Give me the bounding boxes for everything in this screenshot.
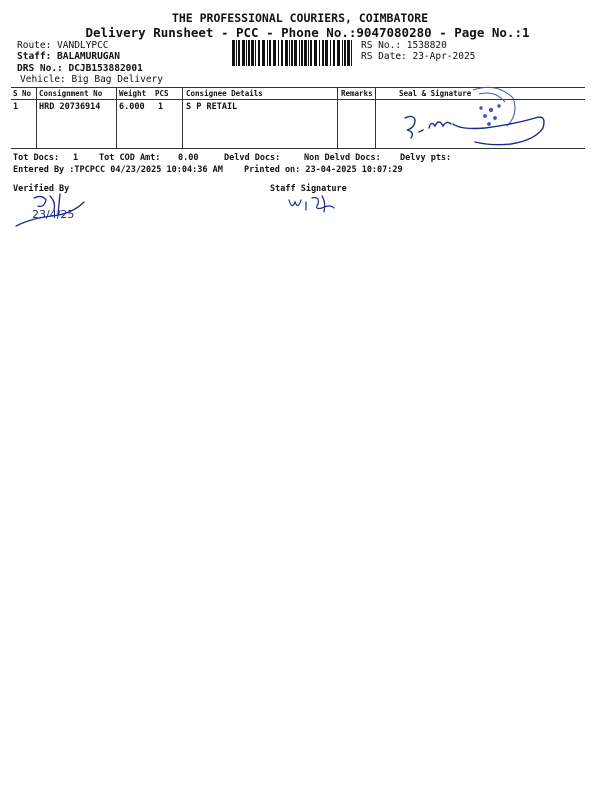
barcode-bar [333,40,335,66]
tot-docs-label: Tot Docs: [13,153,60,163]
barcode-bar [351,40,352,66]
barcode-bar [291,40,293,66]
col-divider [116,87,117,148]
col-divider [182,87,183,148]
verified-by-label: Verified By [13,184,70,194]
barcode-bar [304,40,307,66]
runsheet-subtitle: Delivery Runsheet - PCC - Phone No.:9047080280 - Page No.:1 [85,25,530,40]
delvy-pts-label: Delvy pts: [400,153,452,163]
staff-handwritten-signature [286,192,346,214]
rs-number: RS No.: 1538820 [361,40,447,51]
barcode-bar [342,40,343,66]
col-header-weight: Weight [119,89,147,98]
cell-pcs: 1 [158,102,164,112]
tot-docs-value: 1 [73,153,79,163]
barcode-bar [238,40,240,66]
col-header-sno: S No [13,89,32,98]
barcode-bar [301,40,303,66]
tot-cod-value: 0.00 [178,153,199,163]
barcode-bar [344,40,346,66]
barcode-bar [278,40,279,66]
barcode-bar [325,40,328,66]
barcode-bar [255,40,256,66]
col-header-seal-signature: Seal & Signature [399,89,472,98]
barcode-bar [248,40,250,66]
barcode-bar [289,40,290,66]
barcode-bar [294,40,297,66]
barcode-image [230,40,355,68]
barcode-bar [322,40,324,66]
barcode-bar [330,40,331,66]
barcode-bar [273,40,276,66]
cell-sno: 1 [13,102,19,112]
barcode-bar [310,40,312,66]
col-header-consignee: Consignee Details [186,89,263,98]
rs-date: RS Date: 23-Apr-2025 [361,51,476,62]
col-divider [36,87,37,148]
non-delvd-docs-label: Non Delvd Docs: [304,153,381,163]
barcode-bar [319,40,320,66]
staff-signature-label: Staff Signature [270,184,347,194]
barcode-bar [299,40,300,66]
printed-on: Printed on: 23-04-2025 10:07:29 [244,165,403,175]
col-header-remarks: Remarks [341,89,373,98]
barcode-bar [262,40,265,66]
handwritten-date: 23/4/25 [32,208,75,221]
staff-label: Staff: BALAMURUGAN [17,51,120,62]
barcode-bar [246,40,247,66]
barcode-bar [242,40,245,66]
route-label: Route: VANDLYPCC [17,40,109,51]
cell-weight: 6.000 [119,102,145,112]
barcode-bar [267,40,268,66]
cell-consignee: S P RETAIL [186,102,238,112]
barcode-bar [285,40,288,66]
barcode-bar [308,40,309,66]
drs-number: DRS No.: DCJB153882001 [17,63,143,74]
tot-cod-label: Tot COD Amt: [99,153,161,163]
company-title: THE PROFESSIONAL COURIERS, COIMBATORE [171,11,429,25]
barcode-bar [281,40,283,66]
verified-signature [12,188,92,232]
col-divider [337,87,338,148]
barcode-bar [337,40,340,66]
barcode-bar [251,40,254,66]
barcode-bar [347,40,350,66]
entered-by: Entered By :TPCPCC 04/23/2025 10:04:36 AM [13,165,223,175]
barcode-bar [258,40,260,66]
seal-stamp-signature [395,84,555,156]
barcode-bar [314,40,317,66]
col-header-consignment: Consignment No [39,89,103,98]
barcode-bar [269,40,271,66]
col-header-pcs: PCS [155,89,169,98]
col-divider [375,87,376,148]
barcode-bar [236,40,237,66]
barcode-bar [232,40,235,66]
vehicle-label: Vehicle: Big Bag Delivery [20,74,163,85]
cell-consignment: HRD 20736914 [39,102,101,112]
delvd-docs-label: Delvd Docs: [224,153,281,163]
